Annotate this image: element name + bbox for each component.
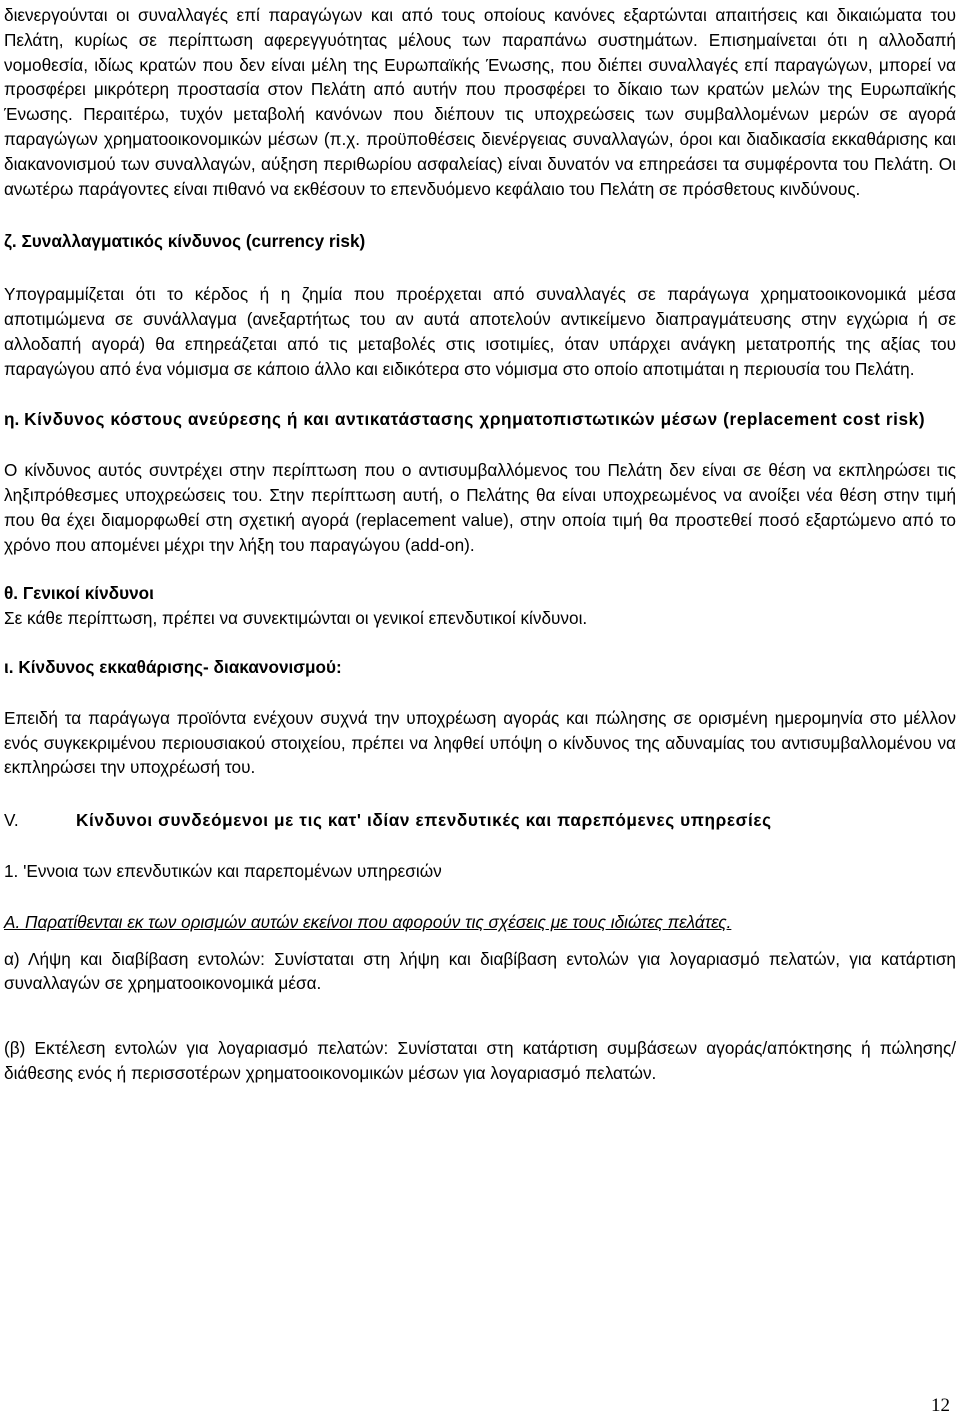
item-1-heading: 1. 'Εννοια των επενδυτικών και παρεπομένων υπηρεσιών — [4, 860, 442, 881]
section-number: V. — [4, 810, 19, 831]
heading-title: Συναλλαγματικός κίνδυνος (currency risk) — [21, 231, 366, 252]
document-page — [4, 0, 956, 1086]
paragraph-a-reception-transmission: α) Λήψη και διαβίβαση εντολών: Συνίσταται στη λήψη και διαβίβαση εντολών για λογαριασμό πελατών, για κατάρτιση συναλλαγών σε χρηματοοικονομικά μέσα. — [4, 948, 956, 994]
heading-title: Κίνδυνος κόστους ανεύρεσης ή και αντικατάστασης χρηματοπιστωτικών μέσων (replacement cost risk) — [24, 409, 926, 430]
paragraph-currency-risk: Υπογραμμίζεται ότι το κέρδος ή η ζημία που προέρχεται από συναλλαγές σε παράγωγα χρηματοοικονομικά μέσα αποτιμώμενα σε συνάλλαγμα (ανεξαρτήτως του αν αυτά αποτελούν αντικείμενο διαπραγμάτευσης στην εγχώρια ή σε αλλοδαπή αγορά) θα επηρεάζεται από τις μεταβολές στις ισοτιμίες, όταν υπάρχει ανάγκη μετατροπής της αξίας του παραγώγου από ένα νόμισμα σε κάποιο άλλο και ειδικότερα στο νόμισμα στο οποίο αποτιμάται η περιουσία του Πελάτη. — [4, 284, 956, 379]
heading-replacement-cost-risk — [4, 407, 956, 432]
paragraph-settlement-risk: Επειδή τα παράγωγα προϊόντα ενέχουν συχνά την υποχρέωση αγοράς και πώλησης σε ορισμένη ημερομηνία στο μέλλον ενός συγκεκριμένου περιουσιακού στοιχείου, πρέπει να ληφθεί υπόψη ο κίνδυνος της αδυναμίας του αντισυμβαλλομένου να εκπληρώσει την υποχρέωσή του. — [4, 707, 956, 778]
heading-prefix: ζ. — [4, 231, 17, 252]
page-number: 12 — [931, 1395, 950, 1416]
subsection-a-heading: Α. Παρατίθενται εκ των ορισμών αυτών εκείνοι που αφορούν τις σχέσεις με τους ιδιώτες πελάτες. — [4, 911, 732, 932]
paragraph-replacement-cost-risk: Ο κίνδυνος αυτός συντρέχει στην περίπτωση που ο αντισυμβαλλόμενος του Πελάτη δεν είναι σε θέση να εκπληρώσει τις ληξιπρόθεσμες υποχρεώσεις του. Στην περίπτωση αυτή, ο Πελάτης θα είναι υποχρεωμένος να ανοίξει νέα θέση στην τιμή που θα έχει διαμορφωθεί στη σχετική αγορά (replacement value), στην οποία τιμή θα προστεθεί ποσό εξαρτώμενο από το χρόνο που απομένει μέχρι την λήξη του παραγώγου (add-on). — [4, 460, 956, 555]
paragraph-b-execution: (β) Εκτέλεση εντολών για λογαριασμό πελατών: Συνίσταται στη κατάρτιση συμβάσεων αγοράς/απόκτησης ή πώλησης/διάθεσης ενός ή περισσοτέρων χρηματοοικονομικών μέσων για λογαριασμό πελατών. — [4, 1038, 956, 1083]
section-title: Κίνδυνοι συνδεόμενοι με τις κατ' ιδίαν επενδυτικές και παρεπόμενες υπηρεσίες — [76, 810, 772, 831]
section-v-heading — [4, 808, 956, 833]
heading-settlement-risk: ι. Κίνδυνος εκκαθάρισης- διακανονισμού: — [4, 656, 342, 677]
heading-currency-risk — [4, 229, 956, 254]
paragraph-derivatives-law: διενεργούνται οι συναλλαγές επί παραγώγων και από τους οποίους κανόνες εξαρτώνται απαιτήσεις και δικαιώματα του Πελάτη, κυρίως σε περίπτωση αφερεγγυότητας μέλους των παραπάνω συστημάτων. Επισημαίνεται ότι η αλλοδαπή νομοθεσία, ιδίως κρατών που δεν είναι μέλη της Ευρωπαϊκής Ένωσης, που διέπει συναλλαγές επί παραγώγων, μπορεί να προσφέρει μικρότερη προστασία στον Πελάτη από αυτήν που προσφέρει το δίκαιο των κρατών μελών της Ευρωπαϊκής Ένωσης. Περαιτέρω, τυχόν μεταβολή κανόνων που διέπουν τις υποχρεώσεις των συμβαλλομένων μερών σε αγορά παραγώγων χρηματοοικονομικών μέσων (π.χ. προϋποθέσεις διενέργειας συναλλαγών, όροι και διαδικασία εκκαθάρισης και διακανονισμού των συναλλαγών, αύξηση περιθωρίου ασφαλείας) είναι δυνατόν να επηρεάσει τα συμφέροντα του Πελάτη. Οι ανωτέρω παράγοντες είναι πιθανό να εκθέσουν το επενδυόμενο κεφάλαιο του Πελάτη σε πρόσθετους κινδύνους. — [4, 5, 956, 199]
paragraph-general-risks: Σε κάθε περίπτωση, πρέπει να συνεκτιμώνται οι γενικοί επενδυτικοί κίνδυνοι. — [4, 608, 588, 629]
heading-prefix: η. — [4, 409, 20, 430]
heading-general-risks: θ. Γενικοί κίνδυνοι — [4, 583, 154, 604]
